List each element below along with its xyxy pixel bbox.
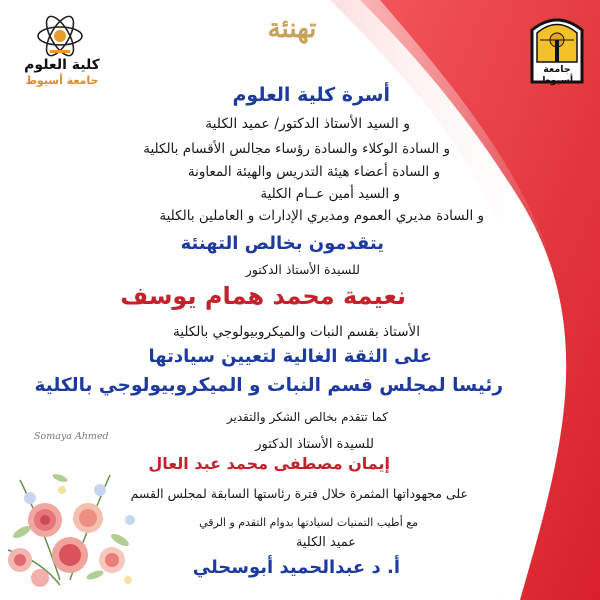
university-logo [528, 10, 586, 86]
faculty-logo [22, 10, 102, 90]
line-family: أسرة كلية العلوم [232, 84, 390, 106]
line-secretary: و السيد أمين عــام الكلية [260, 186, 400, 202]
line-vice-deans: و السادة الوكلاء والسادة رؤساء مجالس الأقسام بالكلية [143, 141, 450, 157]
line-dean-title: عميد الكلية [295, 535, 356, 550]
line-staff: و السادة أعضاء هيئة التدريس والهيئة المعاونة [187, 164, 440, 180]
line-trust: على الثقة الغالية لتعيين سيادتها [148, 346, 432, 367]
honoree-name: نعيمة محمد همام يوسف [120, 282, 406, 310]
university-name: جامعة أسيوط [25, 74, 99, 87]
line-thanks: كما تتقدم بخالص الشكر والتقدير [226, 410, 388, 424]
line-managers: و السادة مديري العموم ومديري الإدارات و العاملين بالكلية [159, 208, 484, 224]
designer-signature: Somaya Ahmed [34, 431, 109, 442]
former-head-name: إيمان مصطفى محمد عبد العال [148, 454, 390, 473]
line-to-prof: للسيدة الأستاذ الدكتور [245, 262, 360, 277]
flower-bouquet-icon [0, 460, 150, 600]
heading-calligraphy: تهنئة [267, 14, 317, 44]
line-to-prof-2: للسيدة الأستاذ الدكتور [255, 437, 374, 452]
line-dean: و السيد الأستاذ الدكتور/ عميد الكلية [205, 116, 410, 132]
line-efforts: على مجهوداتها المثمرة خلال فترة رئاستها السابقة لمجلس القسم [130, 486, 468, 501]
dean-name: أ. د عبدالحميد أبوسحلي [192, 557, 400, 578]
faculty-name: كلية العلوم [24, 57, 100, 73]
line-position: رئيسا لمجلس قسم النبات و الميكروبيولوجي بالكلية [34, 375, 503, 396]
line-congrats: يتقدمون بخالص التهنئة [180, 233, 384, 254]
line-honoree-dept: الأستاذ بقسم النبات والميكروبيولوجي بالكلية [173, 324, 420, 340]
university-seal-label: جامعة أسيوط [540, 64, 574, 86]
line-wishes: مع أطيب التمنيات لسيادتها بدوام التقدم و الرقي [199, 516, 418, 529]
